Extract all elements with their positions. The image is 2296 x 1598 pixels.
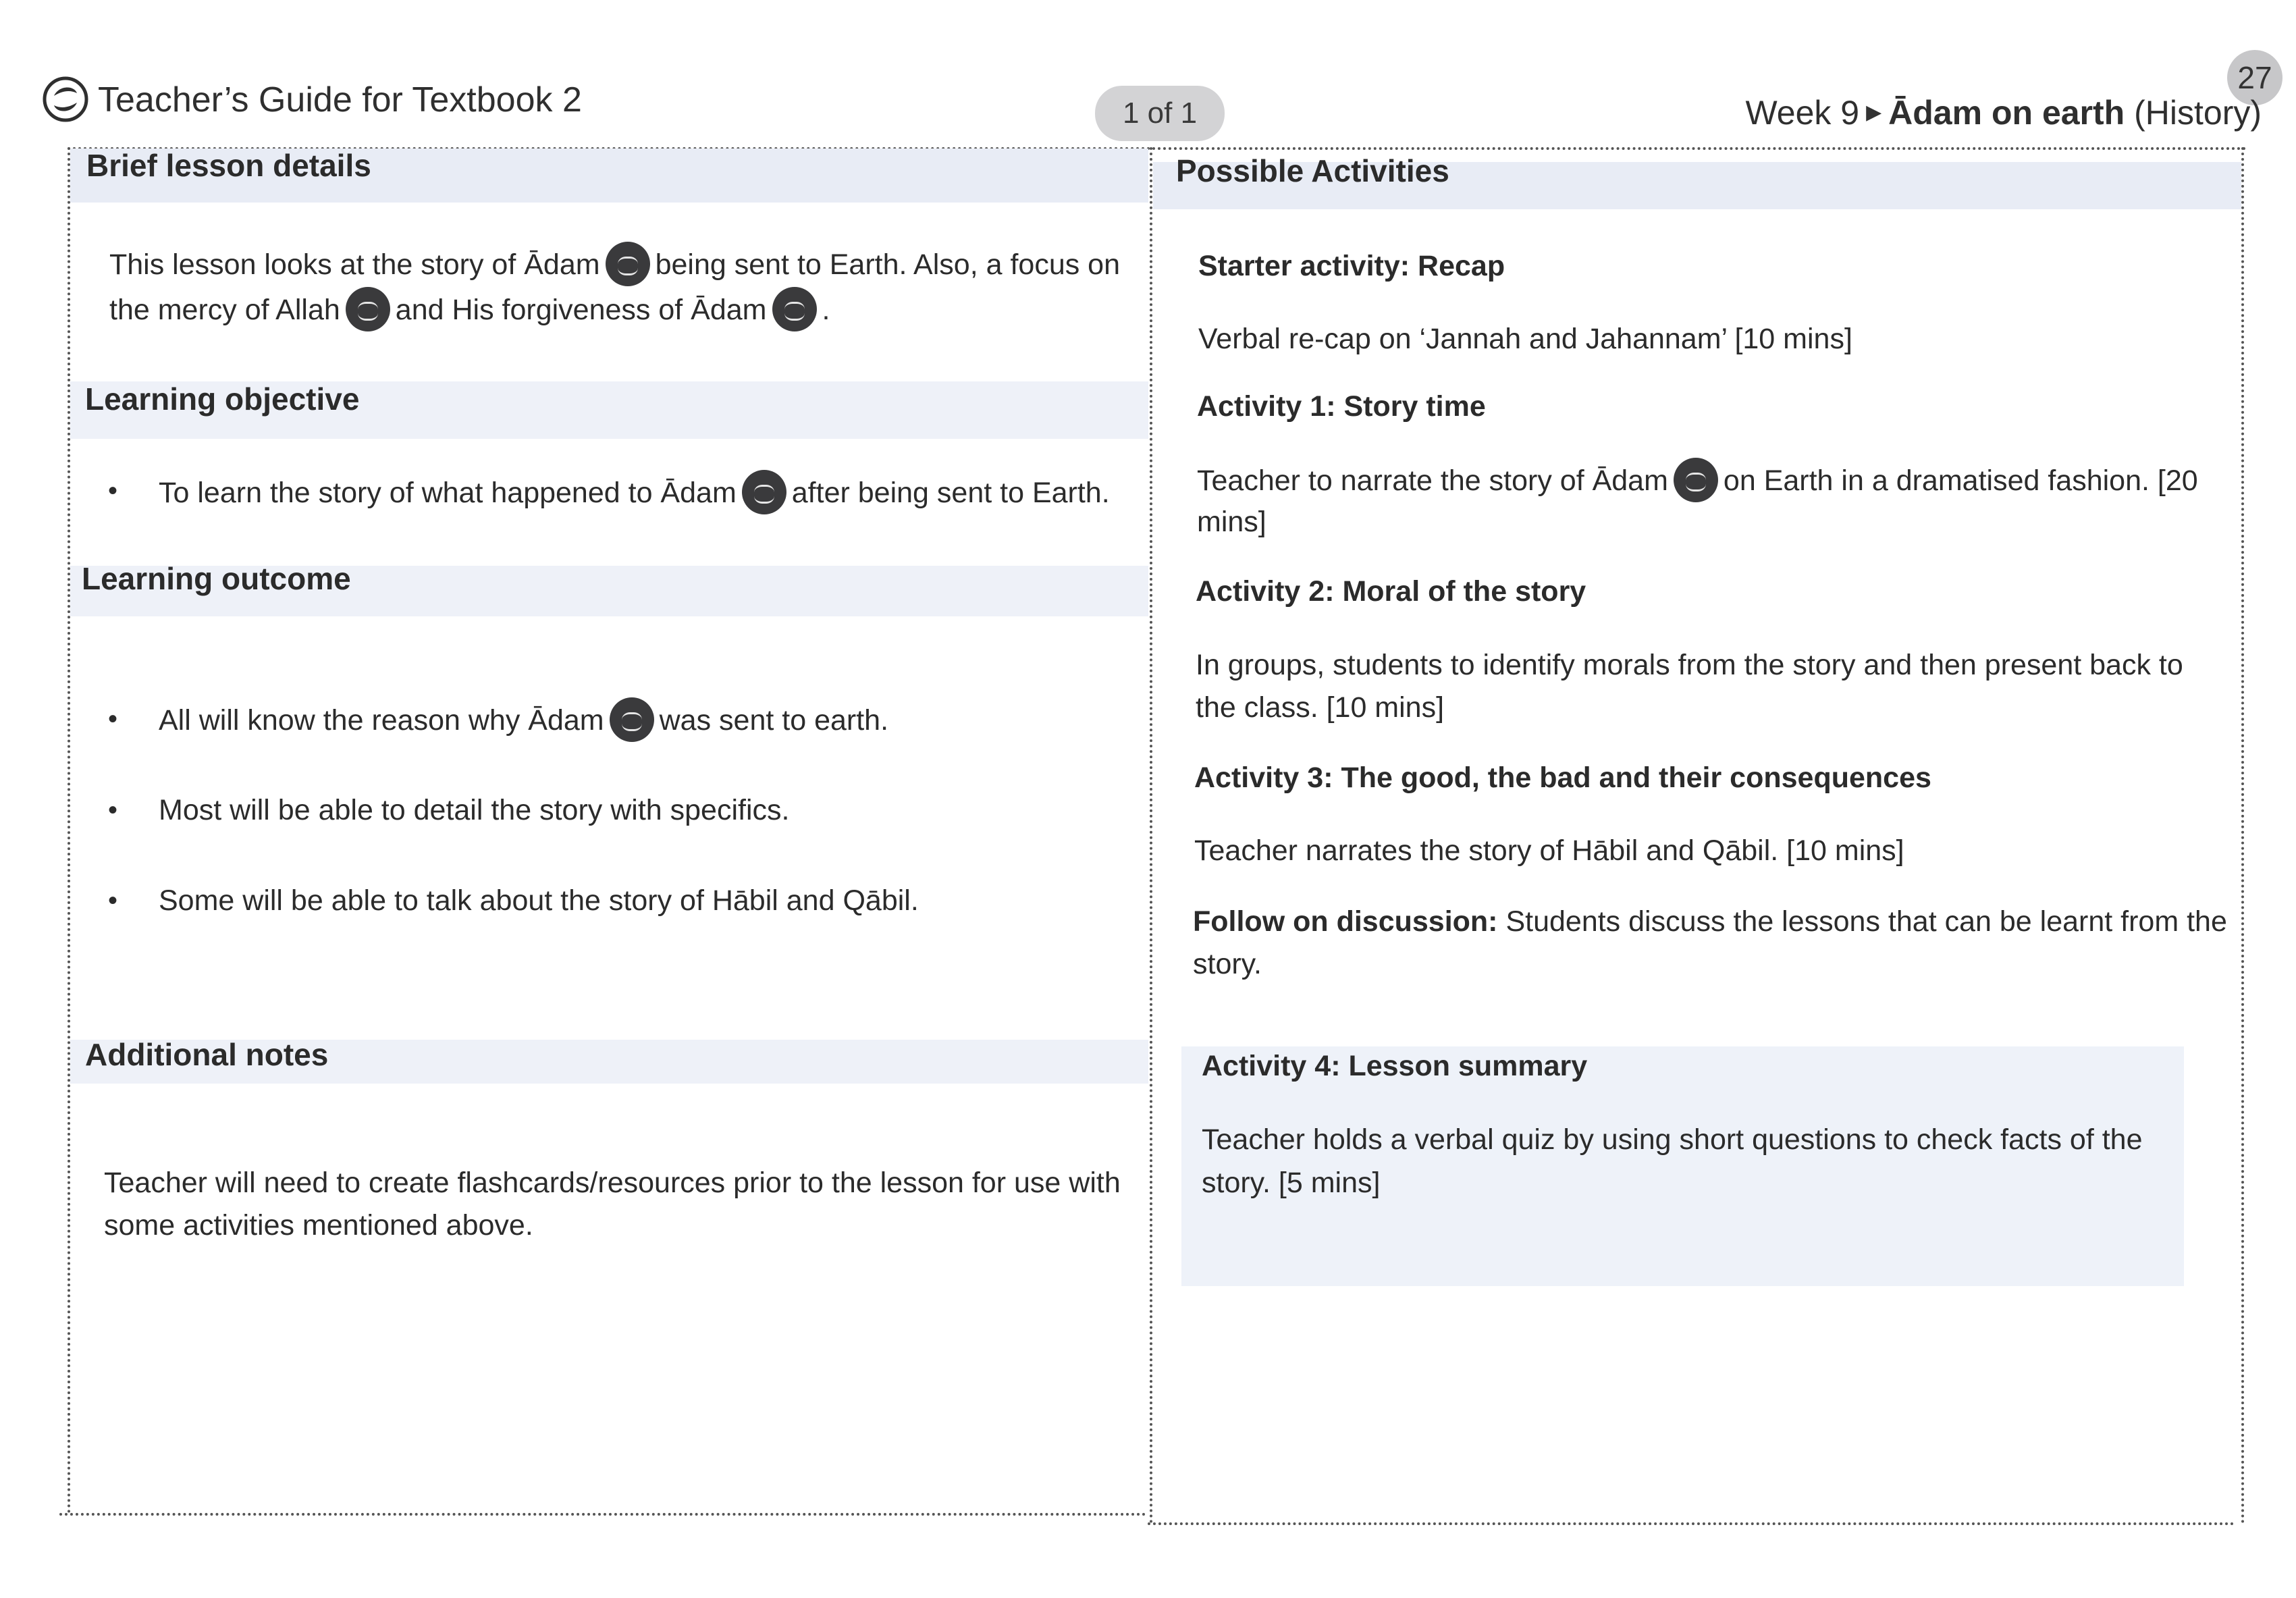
brief-text: . bbox=[822, 294, 830, 326]
objective-item bbox=[159, 470, 1110, 514]
outcome-text: was sent to earth. bbox=[659, 704, 889, 737]
activity-1-line-2: mins] bbox=[1197, 506, 1266, 538]
frame-bottom-line bbox=[59, 1513, 1146, 1516]
arabic-honorific-circle-icon bbox=[772, 287, 817, 331]
activity-2-title: Activity 2: Moral of the story bbox=[1196, 575, 1586, 608]
lesson-category: (History) bbox=[2134, 94, 2262, 132]
activity-3-title: Activity 3: The good, the bad and their consequences bbox=[1194, 762, 1931, 794]
outcome-text: All will know the reason why Ādam bbox=[159, 704, 604, 737]
brief-line-2 bbox=[109, 287, 830, 331]
notes-line-1: Teacher will need to create flashcards/resources prior to the lesson for use with bbox=[104, 1167, 1121, 1199]
outcome-item-1 bbox=[159, 697, 888, 742]
follow-on-title: Follow on discussion: bbox=[1193, 905, 1498, 938]
activity-2-line-1: In groups, students to identify morals from the story and then present back to bbox=[1196, 649, 2183, 681]
activity-4-line-2: story. [5 mins] bbox=[1202, 1167, 1381, 1199]
objective-heading: Learning objective bbox=[85, 381, 360, 417]
frame-bottom-line-right bbox=[1148, 1522, 2235, 1525]
objective-text: To learn the story of what happened to Ādam bbox=[159, 477, 737, 509]
notes-heading: Additional notes bbox=[85, 1037, 329, 1072]
activities-heading: Possible Activities bbox=[1176, 153, 1449, 188]
week-lesson-header bbox=[1745, 93, 2262, 132]
brief-text: This lesson looks at the story of Ādam bbox=[109, 248, 600, 281]
bullet: • bbox=[108, 704, 118, 734]
objective-text: after being sent to Earth. bbox=[791, 477, 1110, 509]
page-number-badge: 27 bbox=[2227, 50, 2282, 105]
bullet: • bbox=[108, 795, 118, 825]
brief-text: being sent to Earth. Also, a focus on bbox=[655, 248, 1121, 281]
notes-line-2: some activities mentioned above. bbox=[104, 1209, 533, 1242]
starter-text: Verbal re-cap on ‘Jannah and Jahannam’ [10 mins] bbox=[1198, 323, 1852, 355]
outcome-heading: Learning outcome bbox=[82, 561, 351, 596]
outcome-item-2: Most will be able to detail the story with specifics. bbox=[159, 794, 790, 826]
brief-text: the mercy of Allah bbox=[109, 294, 340, 326]
arabic-honorific-circle-icon bbox=[1674, 458, 1718, 502]
activity-1-text: Teacher to narrate the story of Ādam bbox=[1197, 464, 1668, 497]
follow-on-text: Students discuss the lessons that can be learnt from the bbox=[1497, 905, 2227, 938]
activity-1-text: on Earth in a dramatised fashion. [20 bbox=[1723, 464, 2198, 497]
outcome-item-3: Some will be able to talk about the story of Hābil and Qābil. bbox=[159, 884, 919, 917]
activity-1-title: Activity 1: Story time bbox=[1197, 390, 1486, 423]
arabic-honorific-circle-icon bbox=[346, 287, 390, 331]
brief-text: and His forgiveness of Ādam bbox=[395, 294, 767, 326]
activity-4-line-1: Teacher holds a verbal quiz by using short questions to check facts of the bbox=[1202, 1123, 2143, 1156]
activity-4-title: Activity 4: Lesson summary bbox=[1202, 1050, 1588, 1082]
activity-3-text: Teacher narrates the story of Hābil and Qābil. [10 mins] bbox=[1194, 834, 1904, 867]
brief-line-1 bbox=[109, 242, 1120, 286]
arabic-honorific-circle-icon bbox=[606, 242, 650, 286]
activity-2-line-2: the class. [10 mins] bbox=[1196, 691, 1445, 724]
brief-heading: Brief lesson details bbox=[86, 148, 371, 183]
lesson-title: Ādam on earth bbox=[1888, 94, 2125, 132]
page-counter: 1 of 1 bbox=[1095, 86, 1225, 141]
bullet: • bbox=[108, 476, 118, 506]
starter-title: Starter activity: Recap bbox=[1198, 250, 1505, 282]
frame-left-line bbox=[68, 147, 70, 1514]
activity-1-line-1 bbox=[1197, 458, 2198, 502]
arabic-honorific-circle-icon bbox=[742, 470, 786, 514]
guide-title: Teacher’s Guide for Textbook 2 bbox=[98, 80, 582, 119]
follow-on-line-2: story. bbox=[1193, 948, 1262, 980]
week-label: Week 9 bbox=[1745, 94, 1860, 132]
right-triangle-icon: ▶ bbox=[1866, 101, 1882, 124]
bullet: • bbox=[108, 886, 118, 915]
frame-right-line bbox=[2241, 147, 2244, 1524]
frame-center-line bbox=[1150, 147, 1152, 1524]
arabic-honorific-circle-icon bbox=[610, 697, 654, 742]
follow-on-line-1 bbox=[1193, 900, 2227, 943]
publisher-logo bbox=[42, 76, 89, 123]
